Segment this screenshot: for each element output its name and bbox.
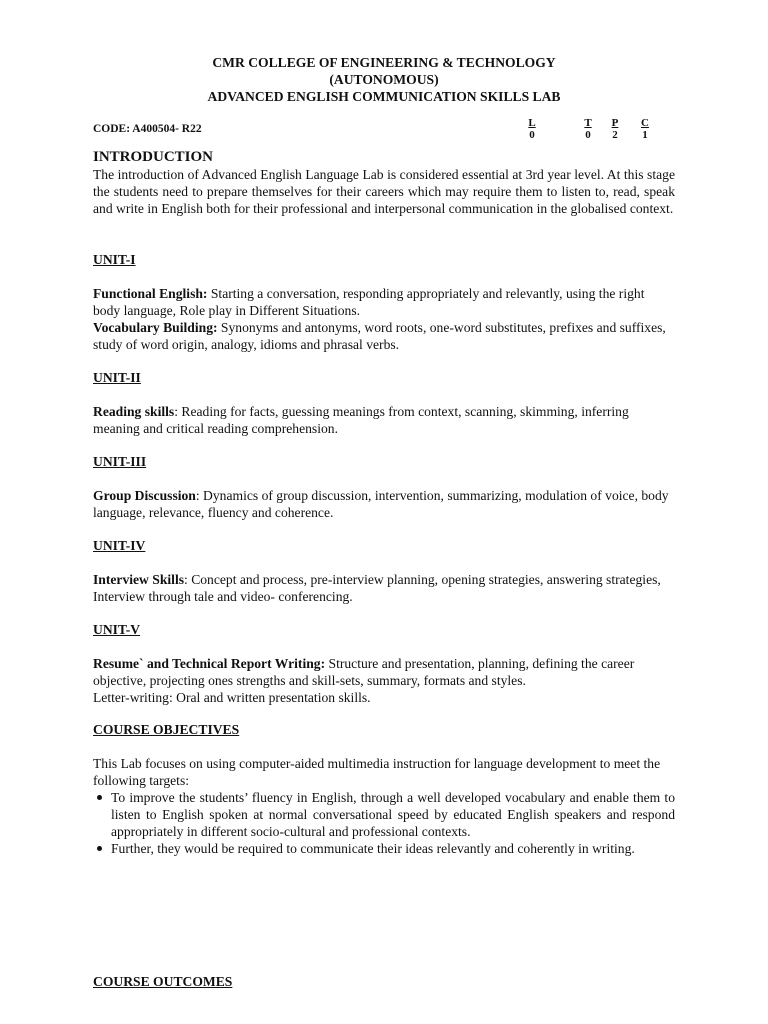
unit-3-text: : Dynamics of group discussion, intervention, summarizing, modulation of voice, body language, relevance, fluency and coherence. [93,488,669,520]
unit-2-heading: UNIT-II [93,370,141,385]
intro-heading: INTRODUCTION [93,149,214,165]
unit-2-text: : Reading for facts, guessing meanings from context, scanning, skimming, inferring meaning and critical reading comprehension. [93,404,629,436]
credit-l [525,117,539,141]
unit-2-label: Reading skills [93,404,175,419]
unit-1-label-2: Vocabulary Building: [93,320,218,335]
course-objectives-intro: This Lab focuses on using computer-aided multimedia instruction for language development to meet the following targets: [93,756,661,788]
unit-2-paragraph [93,403,675,437]
unit-4-paragraph [93,571,675,605]
course-objectives-list [93,789,675,857]
course-code: CODE: A400504- R22 [93,123,202,135]
autonomous-label: (AUTONOMOUS) [329,72,439,87]
credit-c [638,117,652,141]
credit-c-header: C [641,117,649,129]
unit-1-text-2: Synonyms and antonyms, word roots, one-word substitutes, prefixes and suffixes, study of word origin, analogy, idioms and phrasal verbs. [93,320,666,352]
unit-1-vocabulary-building [93,319,675,353]
list-item [93,789,675,840]
credit-l-value: 0 [529,129,535,141]
credit-l-header: L [528,117,536,129]
credit-t-header: T [584,117,592,129]
unit-4-label: Interview Skills [93,572,185,587]
objective-1-text: To improve the students’ fluency in English, through a well developed vocabulary and enable them to listen to English spoken at normal conversational speed by educated English speakers and respond appropriately in different socio-cultural and professional contexts. [111,790,675,839]
course-outcomes-heading: COURSE OUTCOMES [93,974,233,989]
credit-c-value: 1 [642,129,648,141]
unit-4-heading: UNIT-IV [93,538,146,553]
credit-p-value: 2 [612,129,618,141]
unit-5-heading: UNIT-V [93,622,141,637]
objective-2-text: Further, they would be required to communicate their ideas relevantly and coherently in writing. [111,841,635,856]
unit-5-label: Resume` and Technical Report Writing: [93,656,326,671]
unit-1-functional-english [93,285,675,319]
credit-t [581,117,595,141]
unit-5-letter-writing: Letter-writing: Oral and written presentation skills. [93,690,371,705]
unit-5-paragraph [93,655,675,689]
unit-5-text: Structure and presentation, planning, defining the career objective, projecting ones strengths and skill-sets, summary, formats and styles. [93,656,635,688]
bullet-icon [97,795,102,800]
course-objectives-heading: COURSE OBJECTIVES [93,722,240,737]
unit-3-paragraph [93,487,675,521]
credit-p [608,117,622,141]
unit-1-label-1: Functional English: [93,286,208,301]
credit-t-value: 0 [585,129,591,141]
unit-3-label: Group Discussion [93,488,196,503]
college-name: CMR COLLEGE OF ENGINEERING & TECHNOLOGY [212,55,556,70]
bullet-icon [97,846,102,851]
list-item [93,840,675,857]
unit-1-heading: UNIT-I [93,252,136,267]
intro-paragraph: The introduction of Advanced English Language Lab is considered essential at 3rd year level. At this stage the students need to prepare themselves for their careers which may require them to listen to, read, speak and write in English both for their professional and interpersonal communication in the globalised context. [93,167,675,216]
lab-title: ADVANCED ENGLISH COMMUNICATION SKILLS LAB [207,89,561,104]
credit-p-header: P [611,117,619,129]
unit-3-heading: UNIT-III [93,454,147,469]
unit-4-text: : Concept and process, pre-interview planning, opening strategies, answering strategies, Interview through tale and video- conferencing. [93,572,661,604]
unit-1-text-1: Starting a conversation, responding appropriately and relevantly, using the right body language, Role play in Different Situations. [93,286,645,318]
